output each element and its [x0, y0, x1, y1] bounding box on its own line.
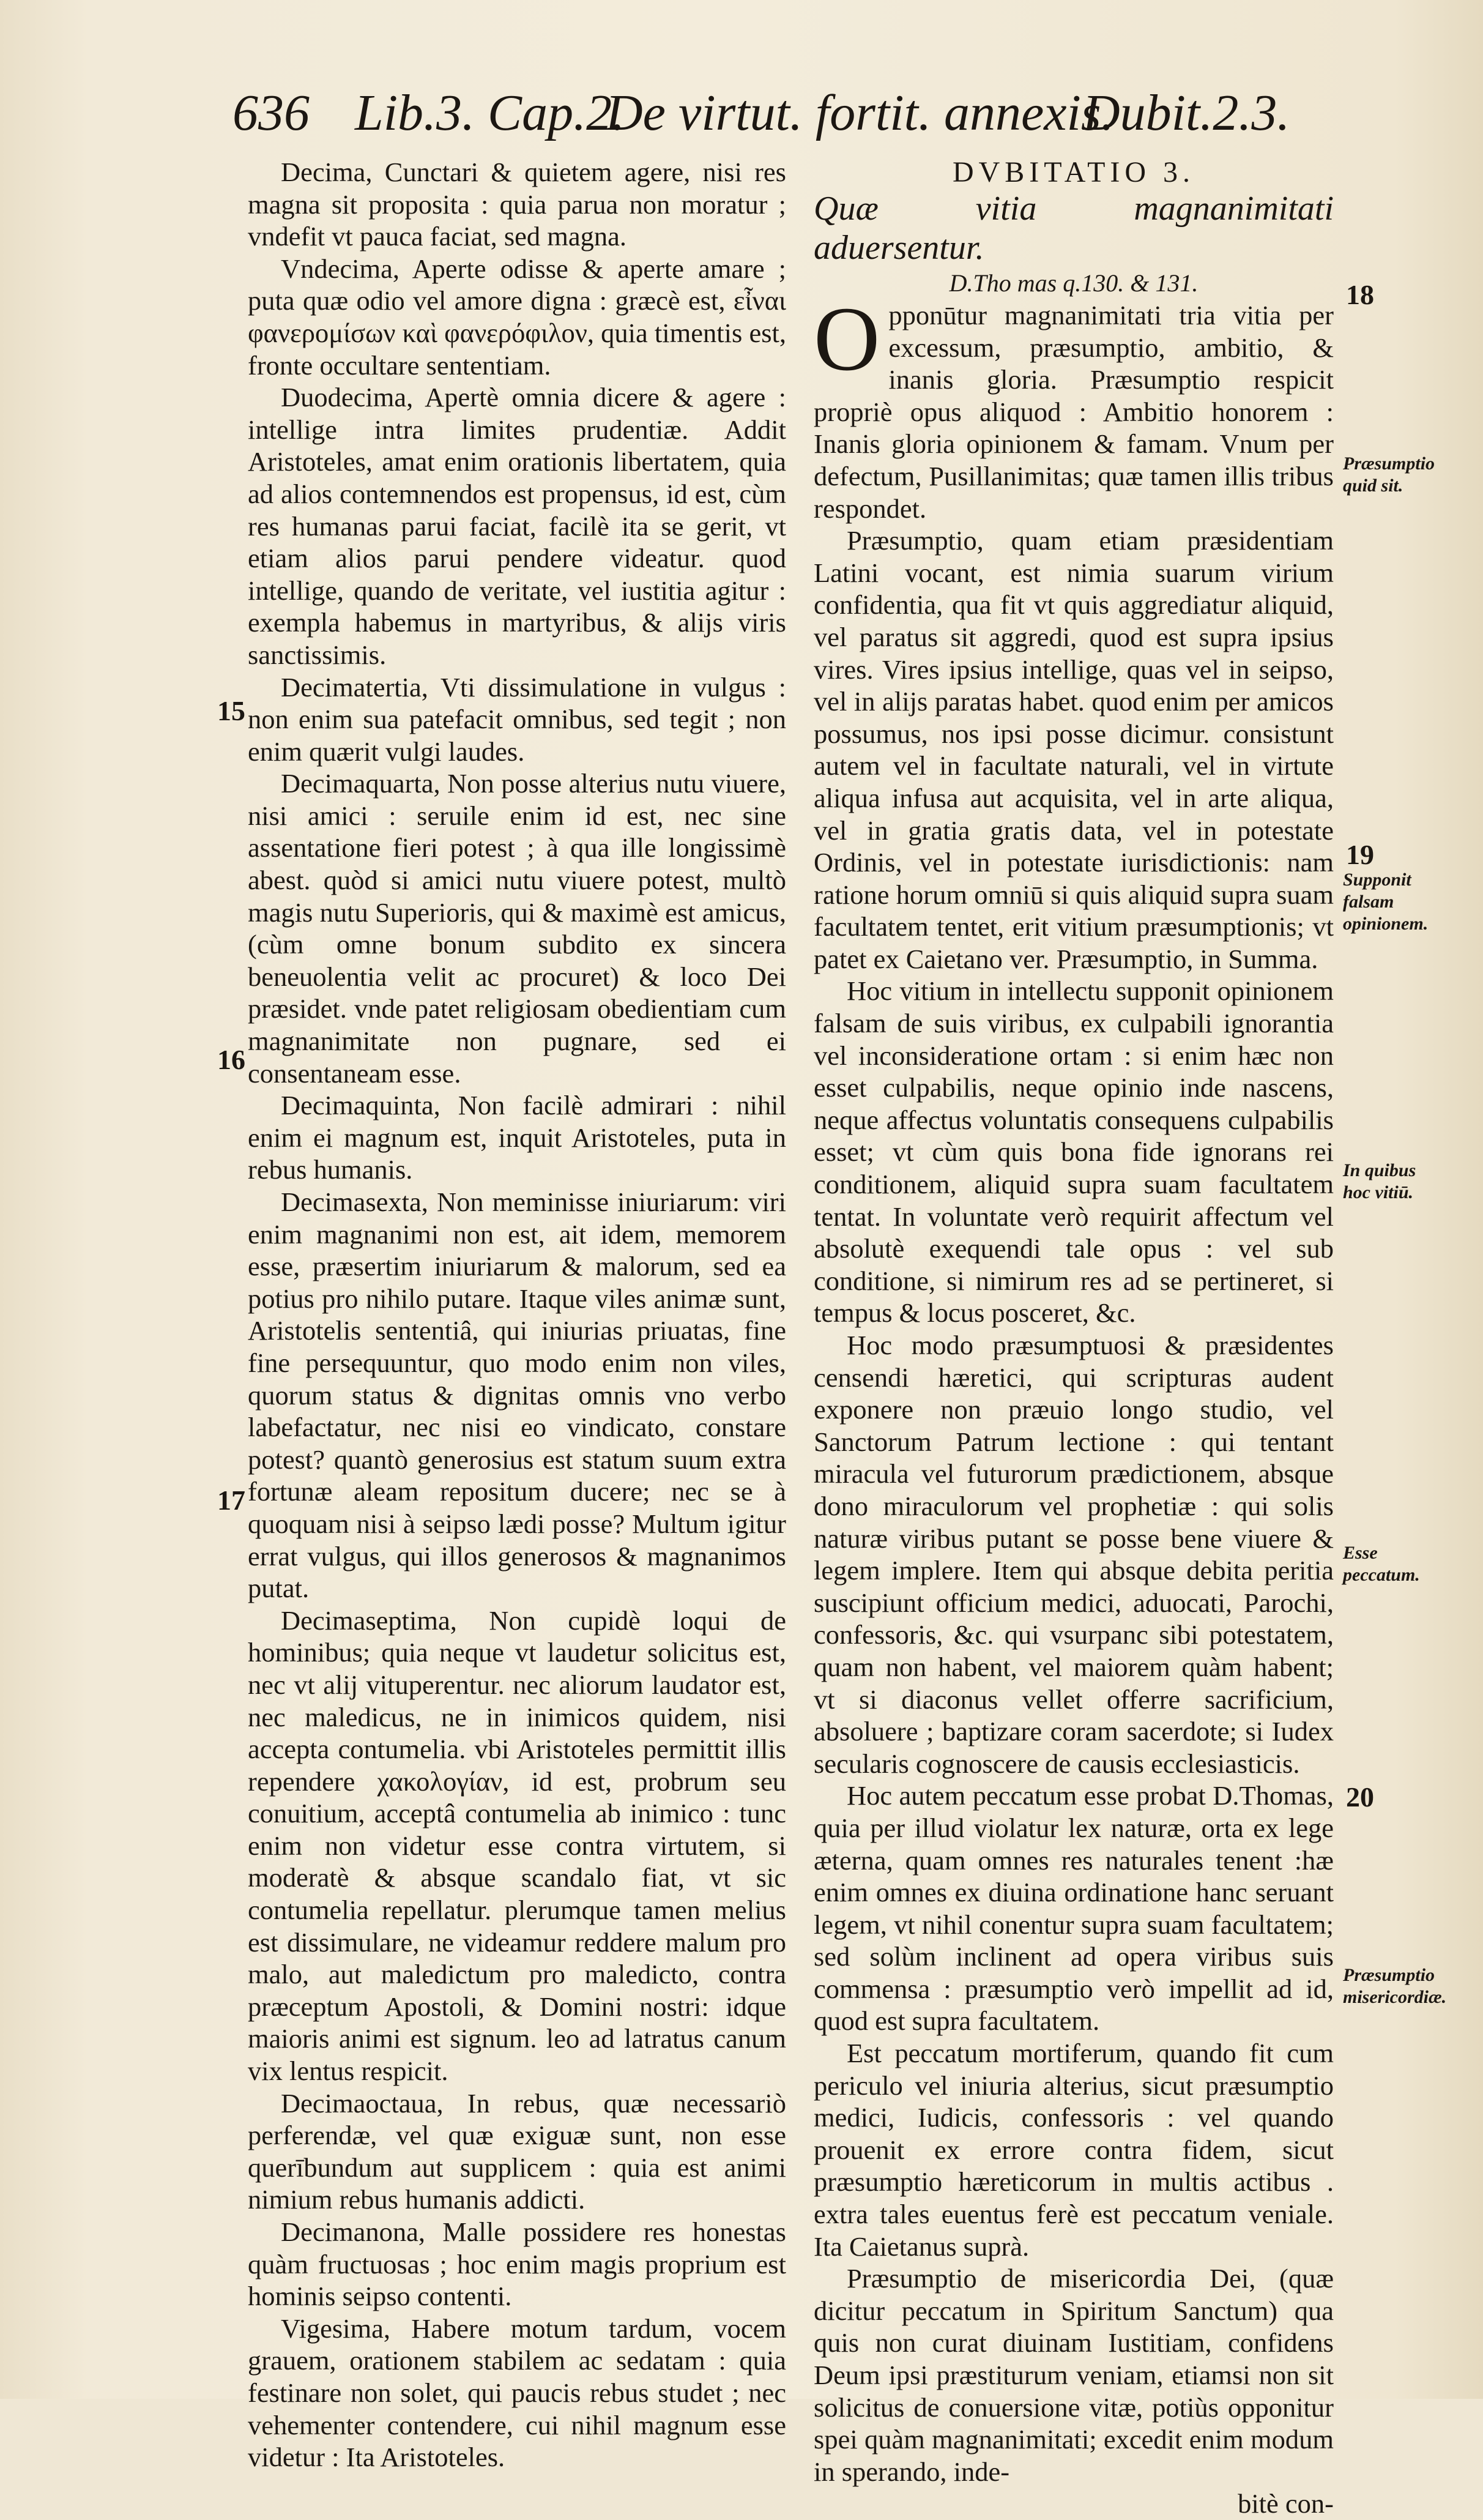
section-subject: De virtut. fortit. annexis.	[606, 84, 1114, 141]
paragraph: Præsumptio de misericordia Dei, (quæ dicitur peccatum in Spiritum Sanctum) qua quis non curat diuinam Iustitiam, confidens Deum ipsi præstiturum veniam, etiamsi non sit solicitus de conuersione vitæ, potiùs opponitur spei quàm magnanimitati; excedit enim modum in sperando, inde-	[814, 2263, 1334, 2487]
paragraph: Decimatertia, Vti dissimulatione in vulgus : non enim sua patefacit omnibus, sed tegit ; non enim quærit vulgi laudes.	[248, 671, 786, 767]
paragraph: Est peccatum mortiferum, quando fit cum periculo vel iniuria alterius, sicut præsumptio medici, Iudicis, confessoris : vel quando prouenit ex errore contra fidem, sicut præsumptio hæreticorum in multis actibus . extra tales euentus ferè est peccatum veniale. Ita Caietanus suprà.	[814, 2038, 1334, 2262]
paragraph	[814, 288, 1334, 524]
margin-number: 20	[1346, 1781, 1374, 1813]
paragraph: Decimaseptima, Non cupidè loqui de hominibus; quia neque vt laudetur solicitus est, nec vt alij vituperentur. nec aliorum laudator est, nec maledicus, ne in inimicos quidem, nisi accepta contumelia. vbi Aristoteles permittit illis rependere χακολογίαν, id est, probrum seu conuitium, acceptâ contumelia ab inimico : tunc enim non videtur esse contra virtutem, si moderatè & absque scandalo fiat, vt sic contumelia repellatur. plerumque tamen melius est dissimulare, ne videamur reddere malum pro malo, aut maledictum pro maledicto, contra præceptum Apostoli, & Domini nostri: idque maioris animi est signum. leo ad latratus canum vix lentus respicit.	[248, 1605, 786, 2087]
left-column	[248, 156, 786, 2473]
margin-number: 17	[217, 1485, 245, 1516]
catchword: bitè con-	[1238, 2488, 1334, 2519]
paragraph-text: pponūtur magnanimitati tria vitia per excessum, præsumptio, ambitio, & inanis gloria. Præsumptio respicit propriè opus aliquod : Ambitio honorem : Inanis gloria opinionem & famam. Vnum per defectum, Pusillanimitas; quæ tamen illis tribus respondet.	[814, 300, 1334, 524]
margin-number: 15	[217, 695, 245, 726]
dubitatio-question: Quæ vitia magnanimitati aduersentur.	[814, 190, 1334, 267]
margin-note: Præsumptio misericordiæ.	[1343, 1965, 1447, 2007]
margin-number: 19	[1346, 839, 1374, 870]
margin-number: 18	[1346, 279, 1374, 310]
paragraph: Præsumptio, quam etiam præsidentiam Latini vocant, est nimia suarum virium confidentia, qua fit vt quis aggrediatur aliquid, vel paratus sit aggredi, quod est supra ipsius vires. Vires ipsius intellige, quas vel in seipso, vel in alijs paratas habet. quod enim per amicos possumus, nos ipsi posse dicimur. consistunt autem vel in facultate naturali, vel in virtute aliqua infusa aut acquisita, vel in arte aliqua, vel in gratia gratis data, vel in potestate Ordinis, vel in potestate iurisdictionis: nam ratione horum omniū si quis aliquid supra suam facultatem tentet, erit vitium præsumptionis; vt patet ex Caietano ver. Præsumptio, in Summa.	[814, 525, 1334, 974]
paragraph: Duodecima, Apertè omnia dicere & agere : intellige intra limites prudentiæ. Addit Aristoteles, amat enim orationis libertatem, quia ad alios contemnendos est propensus, id est, cùm res humanas parui faciat, facilè ita se gerit, vt etiam alios parui pendere videatur. quod intellige, quando de veritate, vel iustitia agitur : exempla habemus in martyribus, & alijs viris sanctissimis.	[248, 382, 786, 670]
paragraph: Decima, Cunctari & quietem agere, nisi res magna sit proposita : quia parua non moratur ; vndefit vt pauca faciat, sed magna.	[248, 157, 786, 252]
paragraph: Decimanona, Malle possidere res honestas quàm fructuosas ; hoc enim magis proprium est hominis seipso contenti.	[248, 2216, 786, 2312]
paragraph: Vigesima, Habere motum tardum, vocem grauem, orationem stabilem ac sedatam : quia festinare non solet, qui paucis rebus studet ; nec vehementer contendere, cui nihil magnum esse videtur : Ita Aristoteles.	[248, 2313, 786, 2473]
paragraph: Hoc autem peccatum esse probat D.Thomas, quia per illud violatur lex naturæ, orta ex lege æterna, quam omnes res naturales tenent :hæ enim omnes ex diuina ordinatione hanc seruant legem, vt nihil conentur supra suam facultatem; sed solùm inclinent ad opera viribus suis commensa : præsumptio verò impellit ad id, quod est supra facultatem.	[814, 1780, 1334, 2037]
paragraph: Decimaquarta, Non posse alterius nutu viuere, nisi amici : seruile enim id est, nec sine assentatione fieri potest ; à qua ille longissimè abest. quòd si amici nutu viuere potest, multò magis nutu Superioris, qui & maximè est amicus, (cùm omne bonum subdito ex sincera beneuolentia velit ac procuret) & loco Dei præsidet. vnde patet religiosam obedientiam cum magnanimitate non pugnare, sed ei consentaneam esse.	[248, 768, 786, 1089]
running-header	[232, 80, 1407, 147]
paragraph: Hoc modo præsumptuosi & præsidentes censendi hæretici, qui scripturas audent exponere non præuio longo studio, vel Sanctorum Patrum lectione : qui tentant miracula vel futurorum prædictionem, absque dono miraculorum vel prophetiæ : qui solis naturæ viribus putant se posse bene viuere & legem implere. Item qui absque debita peritia suscipiunt officium medici, aduocati, Parochi, confessoris, &c. qui vsurpanc sibi potestatem, quam non habent, vel maiorem quàm habent; vt si diaconus vellet offerre sacrificium, absoluere ; baptizare coram sacerdote; si Iudex secularis cognoscere de causis ecclesiasticis.	[814, 1330, 1334, 1779]
paragraph: Hoc vitium in intellectu supponit opinionem falsam de suis viribus, ex culpabili ignorantia vel inconsideratione ortam : si enim hæc non esset culpabilis, neque opinio inde nascens, neque affectus voluntatis consequens culpabilis esset; vt cùm quis bona fide ignorans rei conditionem, aliquid supra suam facultatem tentat. In voluntate verò requirit affectum vel absolutè exequendi tale opus : vel sub conditione, si nimirum res ad se pertineret, si tempus & locus posceret, &c.	[814, 975, 1334, 1329]
paragraph: Decimaquinta, Non facilè admirari : nihil enim ei magnum est, inquit Aristoteles, puta in rebus humanis.	[248, 1090, 786, 1185]
dubitatio-title: DVBITATIO 3.	[952, 156, 1195, 188]
paragraph: Decimasexta, Non meminisse iniuriarum: viri enim magnanimi non est, ait idem, memorem esse, præsertim iniuriarum & malorum, sed ea potius pro nihilo putare. Itaque viles animæ sunt, Aristotelis sententiâ, qui iniurias priuatas, fine fine persequuntur, quo modo enim non viles, quorum status & dignitas omnis vno verbo labefactatur, nec nisi eo vindicato, constare potest? quantò generosius est statum suum extra fortunæ aleam repositum ducere; nec se à quoquam nisi à seipso lædi posse? Multum igitur errat vulgus, qui illos generosos & magnanimos putat.	[248, 1187, 786, 1604]
page-number: 636	[232, 84, 310, 141]
paragraph: Decimaoctaua, In rebus, quæ necessariò perferendæ, vel quæ exiguæ sunt, non esse querībundum aut supplicem : quia est animi nimium rebus humanis addicti.	[248, 2087, 786, 2215]
drop-cap: O	[814, 288, 880, 390]
right-column	[814, 156, 1334, 2520]
margin-number: 16	[217, 1044, 245, 1075]
margin-note: In quibus hoc vitiū.	[1343, 1160, 1416, 1202]
margin-note: Præsumptio quid sit.	[1343, 453, 1435, 496]
margin-note: Esse peccatum.	[1343, 1543, 1420, 1585]
dubitatio-reference: D.Tho mas q.130. & 131.	[949, 269, 1199, 297]
dubitatio-ref: Dubit.2.3.	[1083, 84, 1290, 141]
book-chapter: Lib.3. Cap.2.	[355, 84, 625, 141]
paragraph: Vndecima, Aperte odisse & aperte amare ; puta quæ odio vel amore digna : græcè est, εἶναι φανερομίσων καὶ φανερόφιλον, quia timentis est, fronte occultare sententiam.	[248, 253, 786, 381]
margin-note: Supponit falsam opinionem.	[1343, 870, 1429, 934]
